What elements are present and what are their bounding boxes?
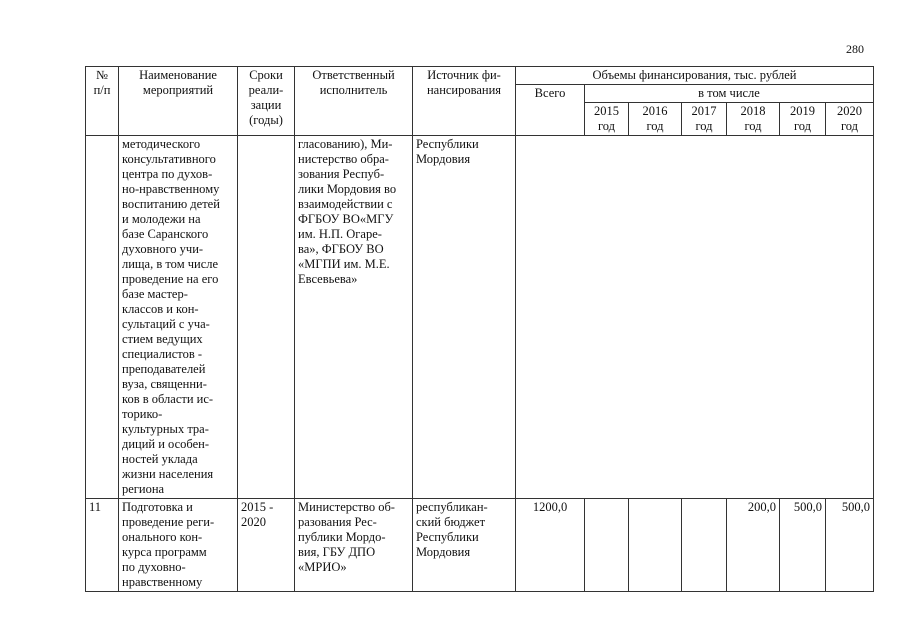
row-year-value bbox=[682, 499, 727, 592]
col-total-header: Всего bbox=[516, 85, 585, 136]
col-year-header: 2019 год bbox=[780, 103, 826, 136]
col-num-header: № п/п bbox=[86, 67, 119, 136]
row-source: республикан- ский бюджет Республики Мордовия bbox=[413, 499, 516, 592]
row-year-value bbox=[629, 499, 682, 592]
col-source-header: Источник фи- нансирования bbox=[413, 67, 516, 136]
col-year-header: 2020 год bbox=[826, 103, 874, 136]
row-year-value bbox=[585, 499, 629, 592]
col-year-header: 2017 год bbox=[682, 103, 727, 136]
col-year-header: 2018 год bbox=[727, 103, 780, 136]
row-year-value: 200,0 bbox=[727, 499, 780, 592]
col-including-header: в том числе bbox=[585, 85, 874, 103]
table-row bbox=[86, 499, 874, 592]
row-source: Республики Мордовия bbox=[413, 136, 516, 499]
col-name-header: Наименование мероприятий bbox=[119, 67, 238, 136]
col-executor-header: Ответственный исполнитель bbox=[295, 67, 413, 136]
funding-table bbox=[85, 66, 874, 592]
row-name: методического консультативного центра по духов- но-нравственному воспитанию детей и молодежи на базе Саранского духовного учи- лища, в том числе проведение на его базе мастер- классов и кон- сультаций с уча- стием ведущих специалистов - преподавателей вуза, священни- ков в области ис- торико- культурных тра- диций и особен- ностей уклада жизни населения региона bbox=[119, 136, 238, 499]
col-year-header: 2016 год bbox=[629, 103, 682, 136]
row-num: 11 bbox=[86, 499, 119, 592]
header-row-1 bbox=[86, 67, 874, 85]
page-number: 280 bbox=[846, 42, 864, 56]
row-year-value: 500,0 bbox=[826, 499, 874, 592]
row-year-value: 500,0 bbox=[780, 499, 826, 592]
row-name: Подготовка и проведение реги- онального кон- курса программ по духовно- нравственному bbox=[119, 499, 238, 592]
col-year-header: 2015 год bbox=[585, 103, 629, 136]
row-period bbox=[238, 136, 295, 499]
row-num bbox=[86, 136, 119, 499]
table-row bbox=[86, 136, 874, 499]
row-total: 1200,0 bbox=[516, 499, 585, 592]
row-executor: гласованию), Ми- нистерство обра- зования Респуб- лики Мордовия во взаимодействии с ФГБОУ ВО«МГУ им. Н.П. Огаре- ва», ФГБОУ ВО «МГПИ им. М.Е. Евсевьева» bbox=[295, 136, 413, 499]
row-period: 2015 - 2020 bbox=[238, 499, 295, 592]
row-funding-empty bbox=[516, 136, 874, 499]
row-executor: Министерство об- разования Рес- публики Мордо- вия, ГБУ ДПО «МРИО» bbox=[295, 499, 413, 592]
col-period-header: Сроки реали- зации (годы) bbox=[238, 67, 295, 136]
col-funding-header: Объемы финансирования, тыс. рублей bbox=[516, 67, 874, 85]
